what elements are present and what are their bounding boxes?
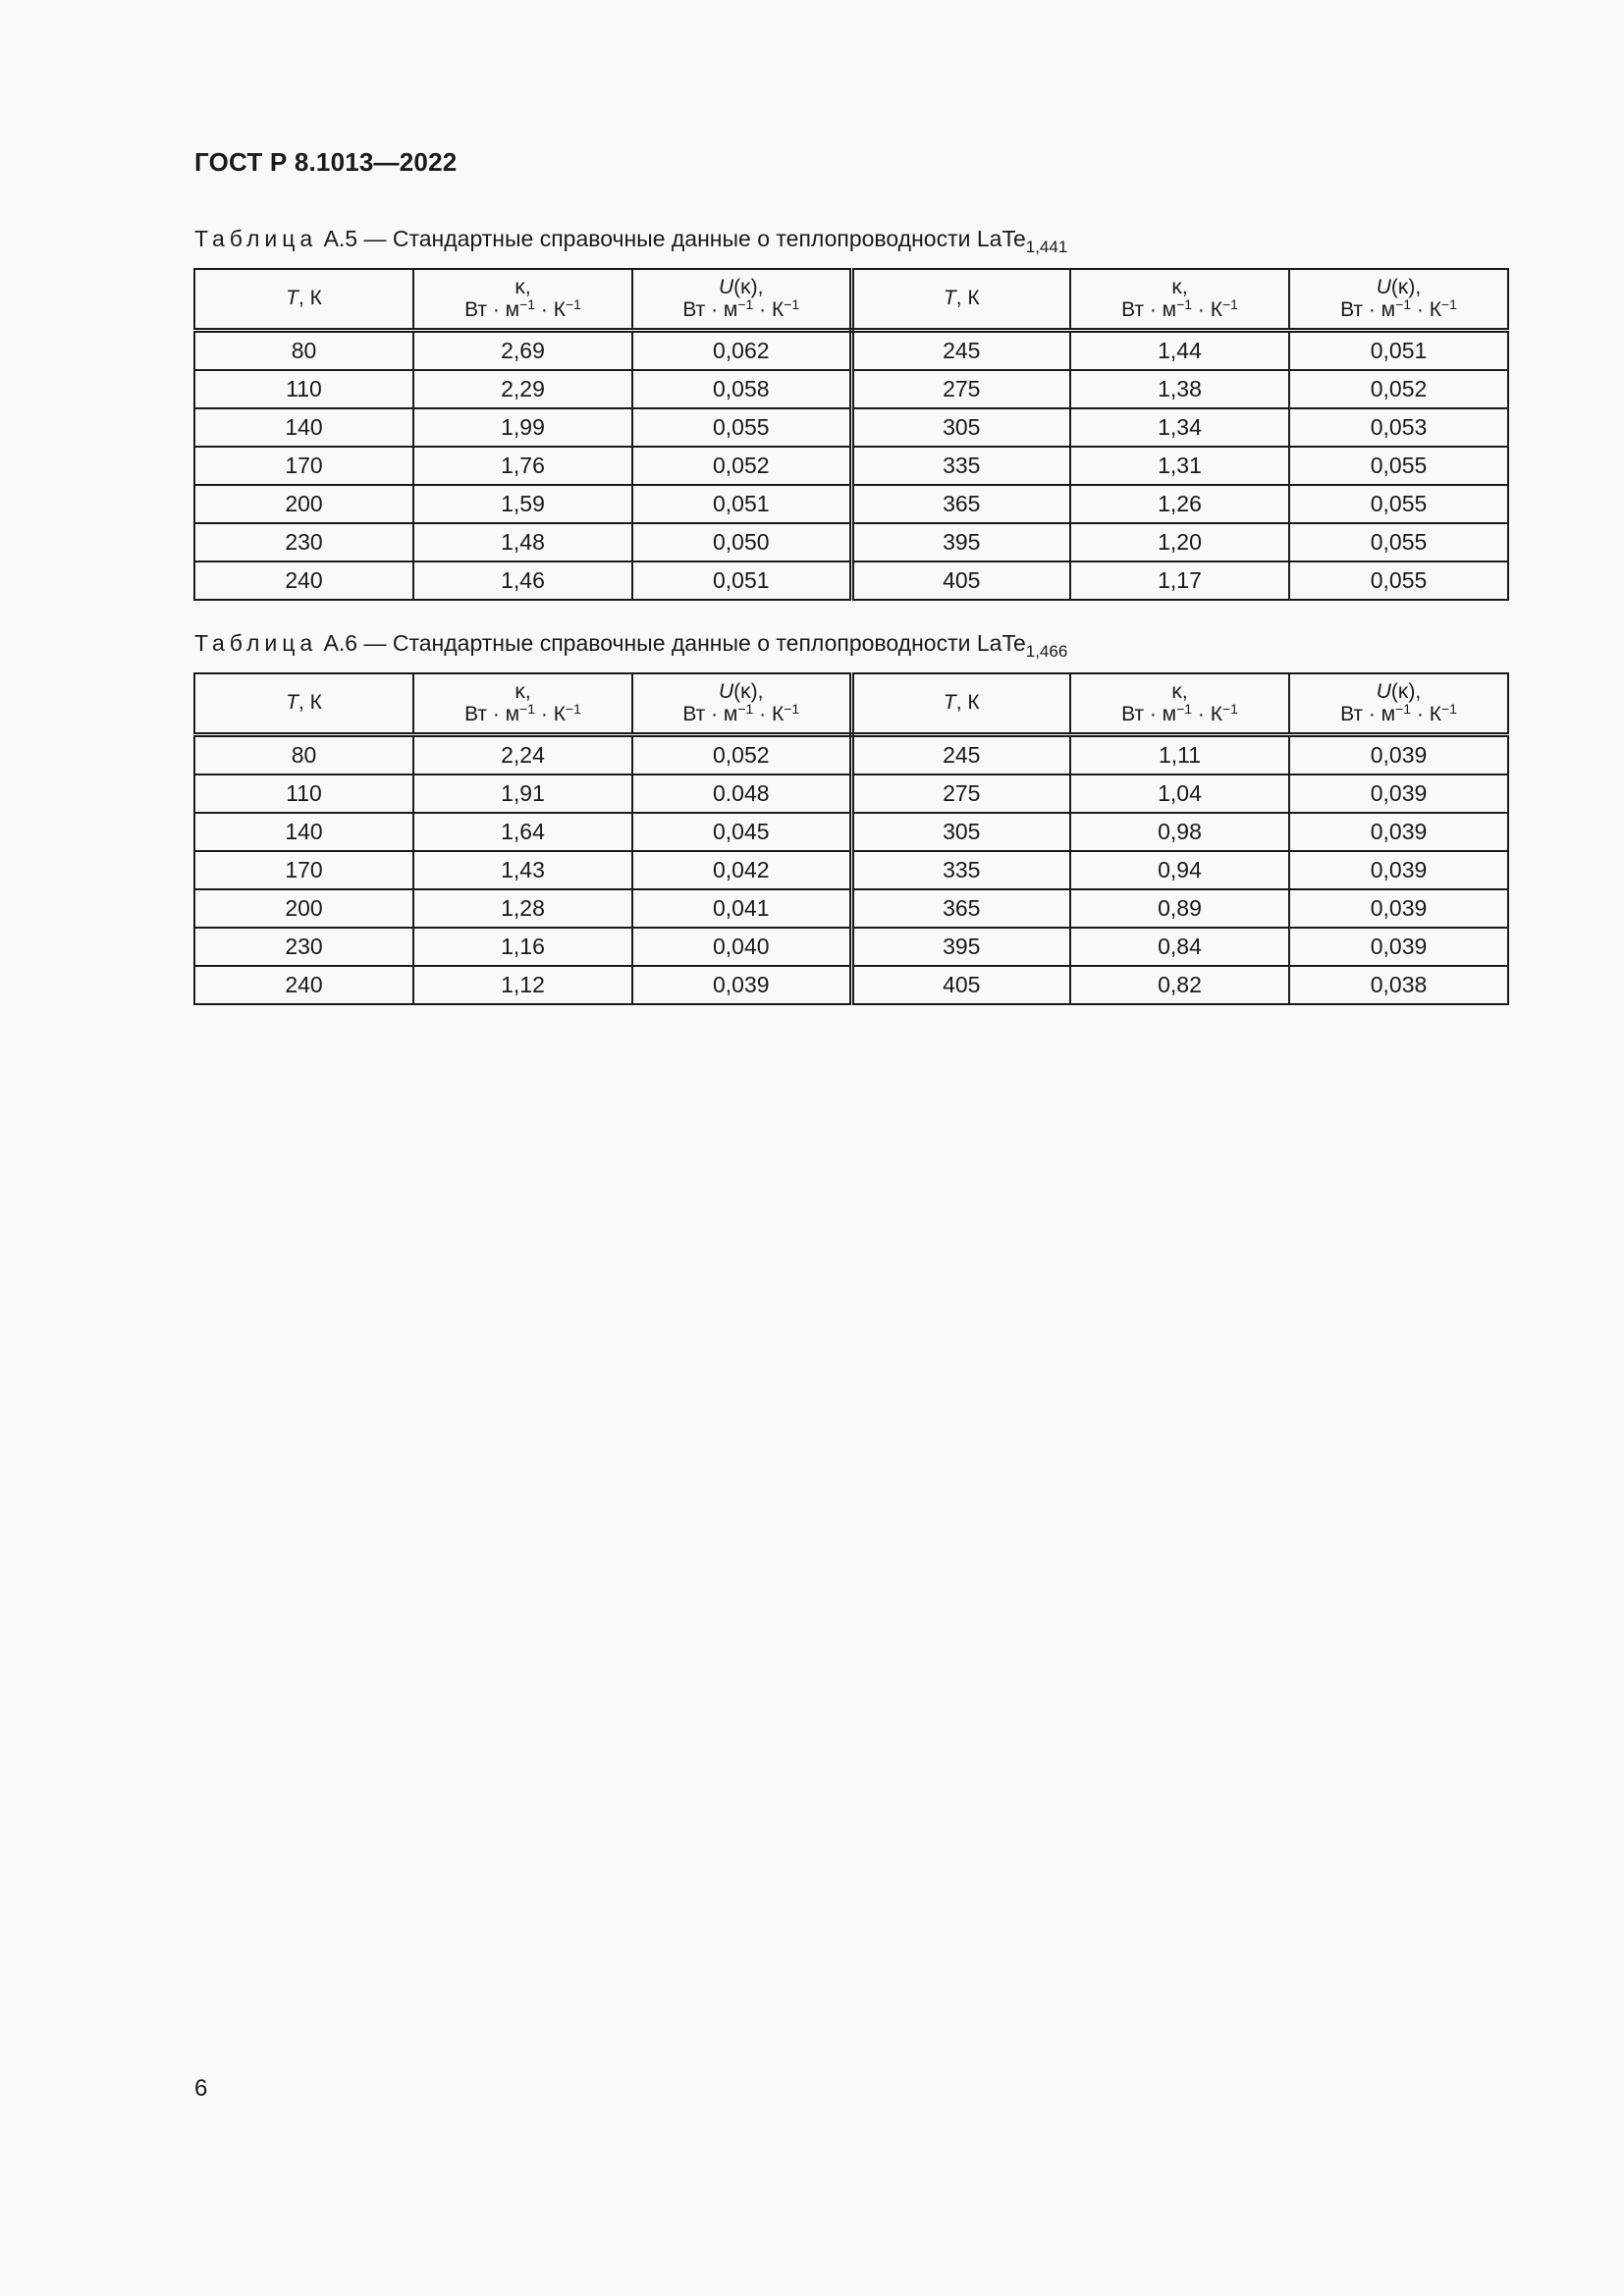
table-cell: 0,039 xyxy=(1289,889,1508,928)
page-number: 6 xyxy=(194,2075,208,2102)
table-title: А.6 — Стандартные справочные данные о теплопроводности LaTe xyxy=(317,630,1026,656)
table-cell: 0,038 xyxy=(1289,966,1508,1004)
table-cell: 275 xyxy=(851,774,1070,813)
col-header-temperature: T, К xyxy=(194,269,413,331)
col-header-uncertainty: U(κ), Вт · $м^{-1} \cdot К^{-1}$ xyxy=(1289,673,1508,735)
table-cell: 170 xyxy=(194,851,413,889)
formula-subscript: 1,441 xyxy=(1025,238,1068,256)
table-cell: 1,91 xyxy=(413,774,632,813)
table-cell: 1,43 xyxy=(413,851,632,889)
table-cell: 2,24 xyxy=(413,735,632,775)
table-cell: 395 xyxy=(851,928,1070,966)
table-cell: 1,46 xyxy=(413,561,632,600)
table-cell: 245 xyxy=(851,331,1070,371)
col-header-uncertainty: U(κ), Вт · $м^{-1} \cdot К^{-1}$ xyxy=(632,673,851,735)
table-cell: 0,052 xyxy=(632,447,851,485)
table-label-word: Таблица xyxy=(194,630,318,656)
table-row xyxy=(194,966,1508,1004)
table-cell: 0,055 xyxy=(1289,485,1508,523)
table-cell: 365 xyxy=(851,485,1070,523)
table-cell: 1,28 xyxy=(413,889,632,928)
table-cell: 0,042 xyxy=(632,851,851,889)
table-cell: 230 xyxy=(194,523,413,561)
table-cell: 0,055 xyxy=(1289,523,1508,561)
table-cell: 140 xyxy=(194,813,413,851)
table-cell: 0,039 xyxy=(632,966,851,1004)
table-cell: 405 xyxy=(851,561,1070,600)
table-cell: 0,052 xyxy=(632,735,851,775)
table-cell: 80 xyxy=(194,735,413,775)
table-cell: 1,16 xyxy=(413,928,632,966)
table-cell: 0,039 xyxy=(1289,735,1508,775)
table-row xyxy=(194,370,1508,408)
table-cell: 2,69 xyxy=(413,331,632,371)
table-cell: 1,20 xyxy=(1070,523,1289,561)
table-cell: 0.048 xyxy=(632,774,851,813)
table-cell: 1,11 xyxy=(1070,735,1289,775)
col-header-uncertainty: U(κ), Вт · $м^{-1} \cdot К^{-1}$ xyxy=(1289,269,1508,331)
table-cell: 0,058 xyxy=(632,370,851,408)
table-row xyxy=(194,485,1508,523)
table-cell: 240 xyxy=(194,966,413,1004)
table-cell: 240 xyxy=(194,561,413,600)
table-row xyxy=(194,331,1508,371)
table-cell: 1,12 xyxy=(413,966,632,1004)
table-cell: 0,045 xyxy=(632,813,851,851)
table-cell: 1,26 xyxy=(1070,485,1289,523)
table-cell: 0,055 xyxy=(632,408,851,447)
table-cell: 0,053 xyxy=(1289,408,1508,447)
table-a5 xyxy=(193,268,1509,601)
table-cell: 305 xyxy=(851,408,1070,447)
table-cell: 1,04 xyxy=(1070,774,1289,813)
col-header-conductivity: κ, Вт · $м^{-1} \cdot К^{-1}$ xyxy=(1070,673,1289,735)
col-header-conductivity: κ, Вт · $м^{-1} \cdot К^{-1}$ xyxy=(413,673,632,735)
table-cell: 0,039 xyxy=(1289,774,1508,813)
table-cell: 0,051 xyxy=(632,561,851,600)
table-cell: 110 xyxy=(194,774,413,813)
table-cell: 1,34 xyxy=(1070,408,1289,447)
col-header-uncertainty: U(κ), Вт · $м^{-1} \cdot К^{-1}$ xyxy=(632,269,851,331)
table-cell: 0,050 xyxy=(632,523,851,561)
table-a5-caption xyxy=(194,226,1068,256)
table-cell: 0,062 xyxy=(632,331,851,371)
table-row xyxy=(194,851,1508,889)
table-cell: 0,98 xyxy=(1070,813,1289,851)
formula-subscript: 1,466 xyxy=(1025,642,1068,661)
table-cell: 230 xyxy=(194,928,413,966)
table-cell: 0,040 xyxy=(632,928,851,966)
table-row xyxy=(194,813,1508,851)
table-cell: 0,051 xyxy=(632,485,851,523)
table-row xyxy=(194,928,1508,966)
table-cell: 405 xyxy=(851,966,1070,1004)
table-cell: 0,039 xyxy=(1289,851,1508,889)
table-cell: 1,44 xyxy=(1070,331,1289,371)
table-cell: 365 xyxy=(851,889,1070,928)
table-cell: 0,84 xyxy=(1070,928,1289,966)
table-cell: 1,76 xyxy=(413,447,632,485)
table-cell: 1,59 xyxy=(413,485,632,523)
table-cell: 1,48 xyxy=(413,523,632,561)
table-cell: 0,041 xyxy=(632,889,851,928)
table-row xyxy=(194,523,1508,561)
table-cell: 0,94 xyxy=(1070,851,1289,889)
table-cell: 200 xyxy=(194,889,413,928)
table-cell: 110 xyxy=(194,370,413,408)
table-cell: 0,052 xyxy=(1289,370,1508,408)
table-cell: 0,055 xyxy=(1289,447,1508,485)
table-cell: 335 xyxy=(851,447,1070,485)
table-row xyxy=(194,889,1508,928)
table-cell: 0,89 xyxy=(1070,889,1289,928)
col-header-temperature: T, К xyxy=(194,673,413,735)
table-row xyxy=(194,561,1508,600)
table-cell: 1,99 xyxy=(413,408,632,447)
col-header-conductivity: κ, Вт · $м^{-1} \cdot К^{-1}$ xyxy=(1070,269,1289,331)
table-row xyxy=(194,735,1508,775)
table-title: А.5 — Стандартные справочные данные о теплопроводности LaTe xyxy=(317,226,1026,251)
table-cell: 335 xyxy=(851,851,1070,889)
table-cell: 0,039 xyxy=(1289,813,1508,851)
table-header-row xyxy=(194,673,1508,735)
table-cell: 200 xyxy=(194,485,413,523)
table-cell: 80 xyxy=(194,331,413,371)
table-cell: 0,82 xyxy=(1070,966,1289,1004)
document-header: ГОСТ Р 8.1013—2022 xyxy=(194,147,458,177)
table-a6-caption xyxy=(194,630,1068,661)
table-cell: 0,055 xyxy=(1289,561,1508,600)
table-cell: 140 xyxy=(194,408,413,447)
table-label-word: Таблица xyxy=(194,226,318,251)
table-cell: 1,17 xyxy=(1070,561,1289,600)
table-cell: 395 xyxy=(851,523,1070,561)
table-cell: 275 xyxy=(851,370,1070,408)
table-row xyxy=(194,408,1508,447)
col-header-conductivity: κ, Вт · $м^{-1} \cdot К^{-1}$ xyxy=(413,269,632,331)
table-a6 xyxy=(193,672,1509,1005)
table-cell: 0,039 xyxy=(1289,928,1508,966)
table-cell: 1,31 xyxy=(1070,447,1289,485)
col-header-temperature: T, К xyxy=(851,673,1070,735)
table-cell: 1,38 xyxy=(1070,370,1289,408)
table-row xyxy=(194,774,1508,813)
table-cell: 0,051 xyxy=(1289,331,1508,371)
table-header-row xyxy=(194,269,1508,331)
table-cell: 305 xyxy=(851,813,1070,851)
table-cell: 245 xyxy=(851,735,1070,775)
table-cell: 170 xyxy=(194,447,413,485)
col-header-temperature: T, К xyxy=(851,269,1070,331)
table-row xyxy=(194,447,1508,485)
table-cell: 1,64 xyxy=(413,813,632,851)
table-cell: 2,29 xyxy=(413,370,632,408)
